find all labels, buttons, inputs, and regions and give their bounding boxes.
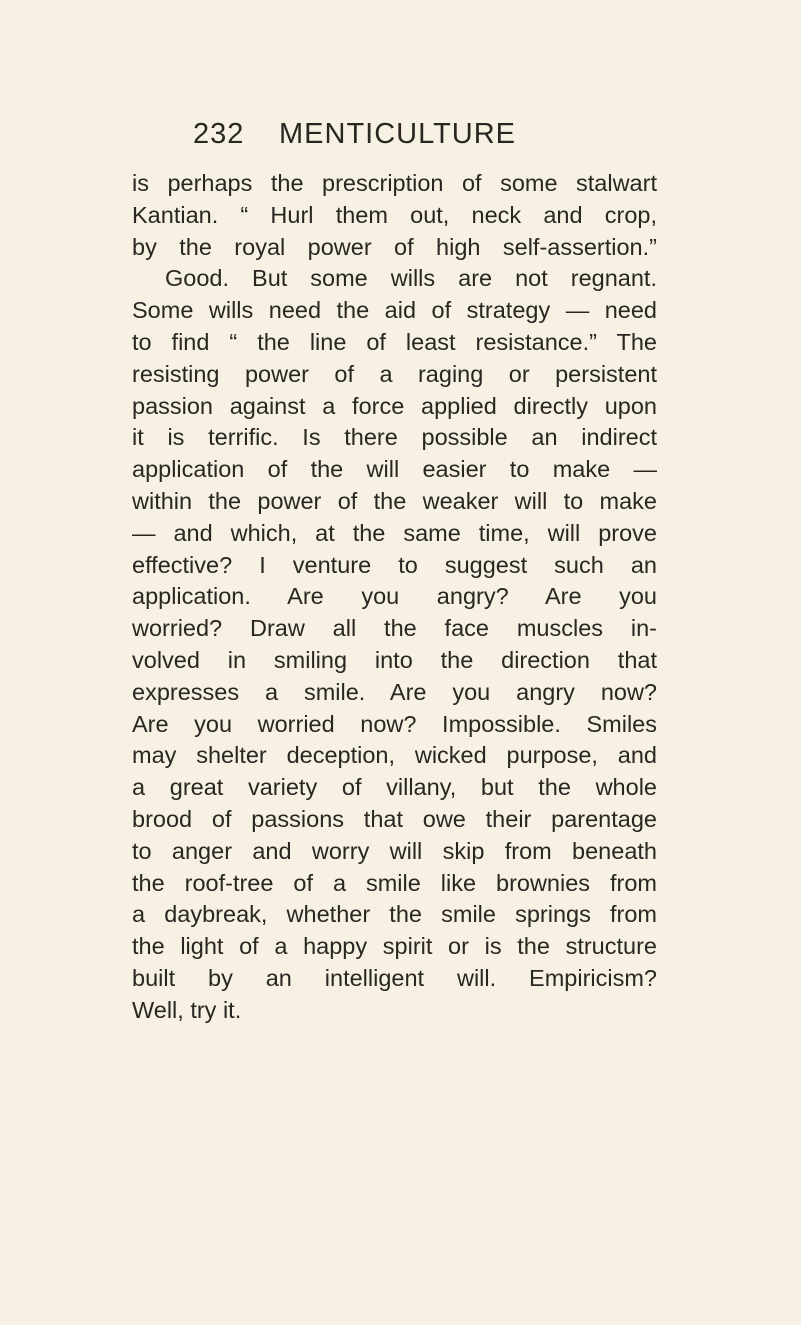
text-line: by the royal power of high self-assertion.” (132, 233, 657, 260)
text-line: effective? I venture to suggest such an (132, 551, 657, 578)
text-line: built by an intelligent will. Empiricism? (132, 964, 657, 991)
page-number: 232 (193, 118, 245, 150)
text-line: application of the will easier to make — (132, 456, 657, 483)
text-line: expresses a smile. Are you angry now? (132, 678, 657, 705)
text-line: Well, try it. (132, 996, 242, 1023)
text-line: is perhaps the prescription of some stalwart (132, 170, 657, 196)
body-text (132, 168, 657, 1027)
text-line: a great variety of villany, but the whole (132, 774, 657, 801)
text-line: within the power of the weaker will to make (132, 487, 657, 514)
text-line: Are you worried now? Impossible. Smiles (132, 710, 657, 737)
text-line: worried? Draw all the face muscles in- (132, 615, 657, 642)
text-line: to anger and worry will skip from beneath (132, 837, 657, 864)
text-line: resisting power of a raging or persistent (132, 360, 657, 387)
text-line: Some wills need the aid of strategy — need (132, 297, 657, 324)
text-line: to find “ the line of least resistance.” The (132, 328, 657, 355)
running-head (193, 114, 516, 154)
text-line: a daybreak, whether the smile springs from (132, 901, 657, 928)
text-line: passion against a force applied directly upon (132, 392, 657, 419)
text-line: brood of passions that owe their parentage (132, 805, 657, 832)
text-line: may shelter deception, wicked purpose, and (132, 742, 657, 769)
text-line: the roof-tree of a smile like brownies from (132, 869, 657, 896)
text-line: — and which, at the same time, will prove (132, 519, 657, 546)
text-line: Good. But some wills are not regnant. (165, 265, 657, 292)
text-line: volved in smiling into the direction that (132, 646, 657, 673)
text-line: application. Are you angry? Are you (132, 583, 657, 610)
text-line: the light of a happy spirit or is the structure (132, 933, 657, 960)
text-line: Kantian. “ Hurl them out, neck and crop, (132, 201, 657, 228)
text-line: it is terrific. Is there possible an indirect (132, 424, 657, 451)
running-title: MENTICULTURE (279, 118, 517, 150)
